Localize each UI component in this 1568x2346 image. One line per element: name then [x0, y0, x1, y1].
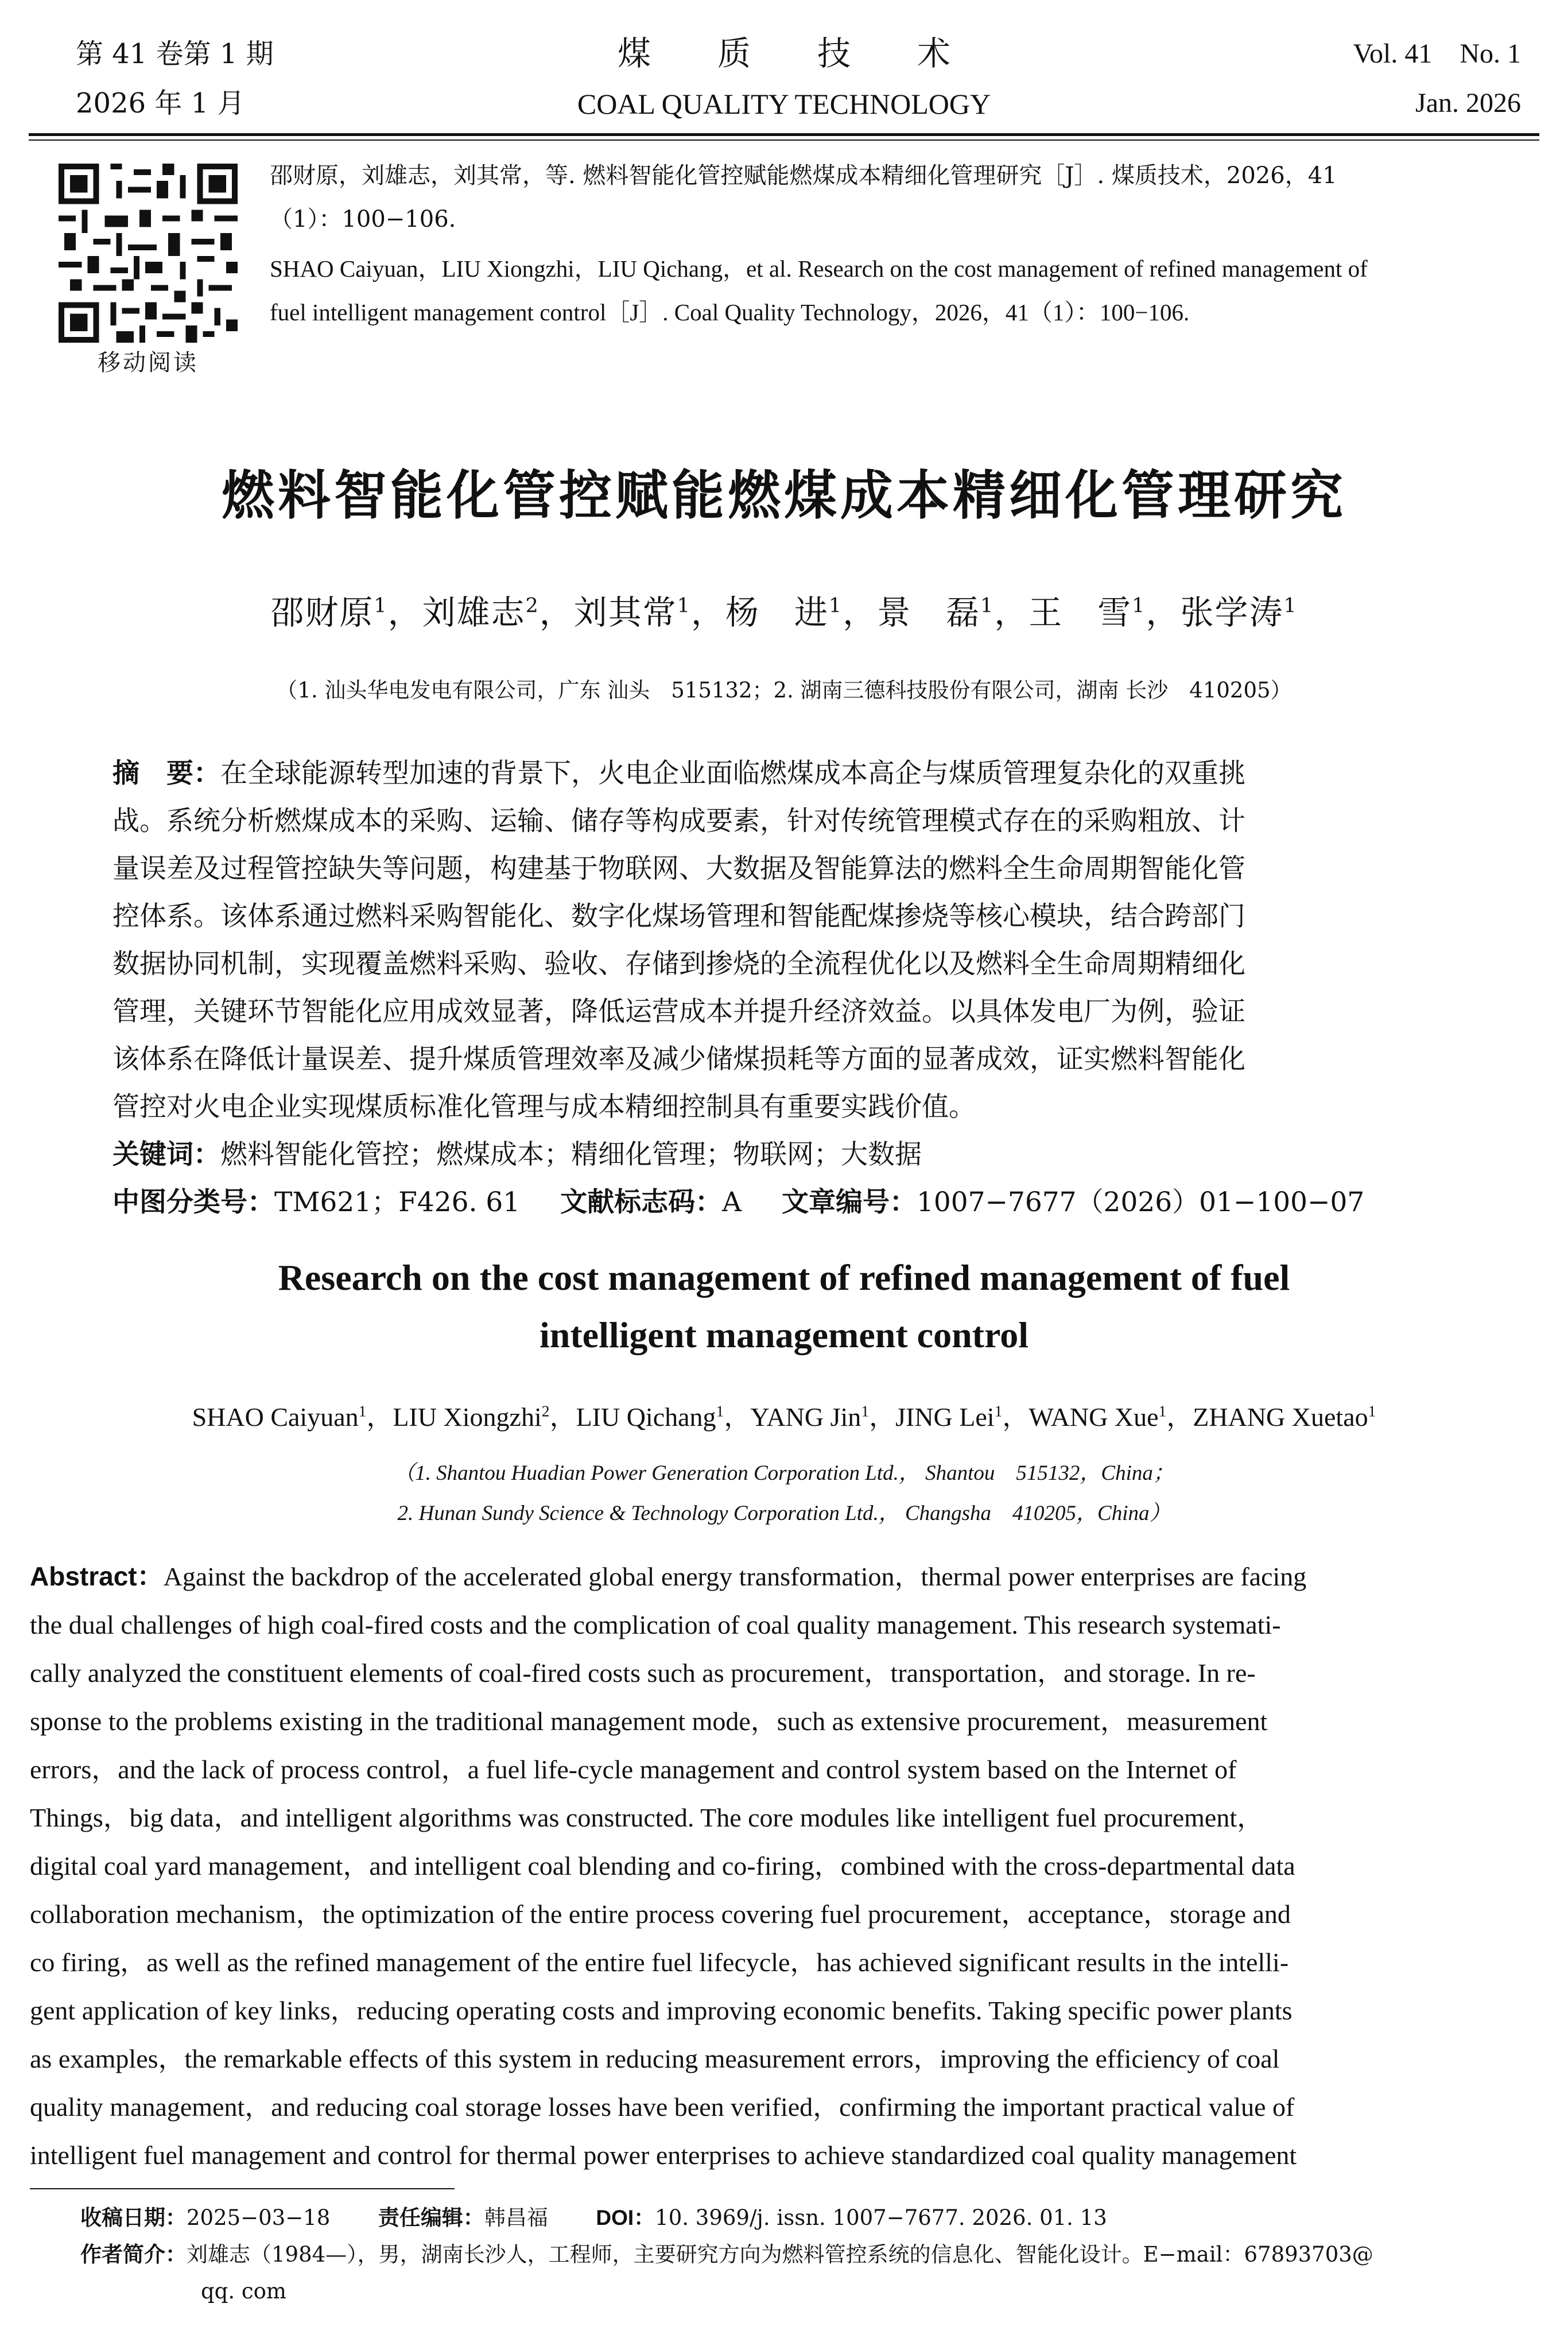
abstract-en	[30, 1552, 1538, 2180]
author-bio-cont: qq. com	[201, 2279, 286, 2304]
author-name-cn: 邵财原	[270, 593, 374, 632]
abstract-cn-line: 管控对火电企业实现煤质标准化管理与成本精细控制具有重要实践价值。	[112, 1091, 976, 1123]
abstract-cn-line: 战。系统分析燃煤成本的采购、运输、储存等构成要素，针对传统管理模式存在的采购粗放、计	[112, 805, 1245, 837]
author-name-cn: 景 磊	[877, 593, 981, 632]
author-affiliation-mark: 1	[677, 594, 691, 618]
affiliation-cn: （1. 汕头华电发电有限公司，广东 汕头 515132；2. 湖南三德科技股份有限公司，湖南 长沙 410205）	[276, 678, 1292, 703]
abstract-cn-label: 摘 要：	[112, 758, 220, 789]
footnote-line-2: 作者简介：刘雄志（1984—），男，湖南长沙人，工程师，主要研究方向为燃料管控系统的信息化、智能化设计。E−mail：67893703@	[80, 2242, 1373, 2267]
author-affiliation-mark: 2	[541, 1402, 550, 1420]
journal-name-en: COAL QUALITY TECHNOLOGY	[577, 88, 991, 120]
article-number-value: 1007−7677（2026）01−100−07	[916, 1186, 1365, 1218]
citation-cn-line2: （1）：100−106.	[270, 206, 456, 232]
author-affiliation-mark: 1	[716, 1402, 724, 1420]
author-name-en: JING Lei	[895, 1402, 995, 1432]
qr-caption: 移动阅读	[98, 350, 199, 376]
abstract-en-line: the dual challenges of high coal-fired costs and the complication of coal quality management. This research systemati-	[30, 1610, 1281, 1639]
author-bio: 刘雄志（1984—），男，湖南长沙人，工程师，主要研究方向为燃料管控系统的信息化、智能化设计。E−mail：67893703@	[187, 2242, 1373, 2267]
received-date: 2025−03−18	[187, 2205, 331, 2230]
affiliation-en-line1: （1. Shantou Huadian Power Generation Corporation Ltd.， Shantou 515132，China；	[394, 1461, 1174, 1485]
author-name-cn: 刘其常	[573, 593, 677, 632]
authors-cn: 邵财原$^1$，刘雄志$^2$，刘其常$^1$，杨 进$^1$，景 磊$^1$，王 雪$^1$，张学涛$^1$	[270, 593, 1298, 632]
doi-link[interactable]: 10. 3969/j. issn. 1007−7677. 2026. 01. 13	[655, 2205, 1107, 2230]
abstract-en-label: Abstract：	[30, 1561, 164, 1591]
abstract-cn-line: 管理，关键环节智能化应用成效显著，降低运营成本并提升经济效益。以具体发电厂为例，验证	[112, 996, 1245, 1027]
author-affiliation-mark: 1	[358, 1402, 367, 1420]
journal-name-cn: 煤 质 技 术	[617, 34, 950, 73]
author-name-cn: 杨 进	[725, 593, 829, 632]
author-affiliation-mark: 1	[994, 1402, 1003, 1420]
authors-en: SHAO Caiyuan$^1$，LIU Xiongzhi$^2$，LIU Qichang$^1$，YANG Jin$^1$，JING Lei$^1$，WANG Xue$^1$，ZHANG Xuetao$^1$	[192, 1402, 1376, 1432]
abstract-cn-line: 控体系。该体系通过燃料采购智能化、数字化煤场管理和智能配煤掺烧等核心模块，结合跨部门	[112, 901, 1245, 932]
footnote	[80, 2200, 1538, 2310]
abstract-en-line: co firing，as well as the refined management of the entire fuel lifecycle，has achieved significant results in the intelli-	[30, 1948, 1289, 1977]
author-name-en: ZHANG Xuetao	[1193, 1402, 1368, 1432]
citation-en-line1: SHAO Caiyuan，LIU Xiongzhi，LIU Qichang，et al. Research on the cost management of refined management of	[270, 255, 1368, 282]
issue-date: 2026 年 1 月	[76, 87, 245, 119]
abstract-en-line: sponse to the problems existing in the traditional management mode，such as extensive procurement，measurement	[30, 1707, 1268, 1736]
abstract-cn-line-1: 摘 要：在全球能源转型加速的背景下，火电企业面临燃煤成本高企与煤质管理复杂化的双重挑	[112, 758, 1245, 789]
abstract-en-line: quality management，and reducing coal storage losses have been verified，confirming the important practical value of	[30, 2092, 1295, 2122]
author-affiliation-mark: 2	[525, 594, 540, 618]
author-affiliation-mark: 1	[1132, 594, 1146, 618]
author-name-cn: 刘雄志	[422, 593, 526, 632]
paper-title-en-line1: Research on the cost management of refined management of fuel	[278, 1257, 1290, 1298]
doc-code-value: A	[722, 1186, 742, 1218]
abstract-cn	[112, 750, 1467, 1226]
qr-code-icon[interactable]	[59, 164, 238, 343]
author-name-en: WANG Xue	[1028, 1402, 1159, 1432]
editor-name: 韩昌福	[484, 2205, 548, 2230]
abstract-en-line: collaboration mechanism，the optimization of the entire process covering fuel procurement，acceptance，storage and	[30, 1899, 1291, 1929]
paper-title-cn: 燃料智能化管控赋能燃煤成本精细化管理研究	[221, 465, 1346, 526]
abstract-en-line-1: Abstract：Against the backdrop of the accelerated global energy transformation，thermal power enterprises are facing	[30, 1561, 1307, 1591]
footnote-rule	[30, 2188, 455, 2189]
volume-number: Vol. 41 No. 1	[1353, 38, 1521, 69]
header-rule-thin	[29, 139, 1539, 141]
author-affiliation-mark: 1	[828, 594, 843, 618]
header-rule	[29, 133, 1539, 136]
author-affiliation-mark: 1	[861, 1402, 870, 1420]
paper-title-en-line2: intelligent management control	[539, 1314, 1029, 1355]
abstract-en-line: errors，and the lack of process control，a fuel life-cycle management and control system based on the Internet of	[30, 1755, 1237, 1784]
abstract-en-line: cally analyzed the constituent elements of coal-fired costs such as procurement，transportation，and storage. In re-	[30, 1658, 1256, 1688]
abstract-cn-line: 量误差及过程管控缺失等问题，构建基于物联网、大数据及智能算法的燃料全生命周期智能化管	[112, 853, 1245, 885]
author-name-en: SHAO Caiyuan	[192, 1402, 359, 1432]
abstract-en-line: as examples，the remarkable effects of this system in reducing measurement errors，improving the efficiency of coal	[30, 2044, 1280, 2073]
author-affiliation-mark: 1	[1368, 1402, 1376, 1420]
affiliation-en-line2: 2. Hunan Sundy Science & Technology Corporation Ltd.， Changsha 410205，China）	[397, 1502, 1171, 1525]
author-affiliation-mark: 1	[1158, 1402, 1167, 1420]
author-name-en: LIU Qichang	[576, 1402, 716, 1432]
volume-date: Jan. 2026	[1415, 88, 1521, 118]
abstract-cn-line: 该体系在降低计量误差、提升煤质管理效率及减少储煤损耗等方面的显著成效，证实燃料智能化	[112, 1044, 1245, 1075]
author-name-en: LIU Xiongzhi	[393, 1402, 542, 1432]
abstract-en-line: intelligent fuel management and control for thermal power enterprises to achieve standardized coal quality management	[30, 2141, 1297, 2170]
classification-line: 中图分类号：TM621；F426. 61 文献标志码：A 文章编号：1007−7677（2026）01−100−07	[112, 1186, 1365, 1218]
keywords-text: 燃料智能化管控；燃煤成本；精细化管理；物联网；大数据	[220, 1139, 922, 1170]
author-affiliation-mark: 1	[374, 594, 388, 618]
citation-cn-line1: 邵财原，刘雄志，刘其常，等. 燃料智能化管控赋能燃煤成本精细化管理研究［J］. 煤质技术，2026，41	[270, 162, 1337, 189]
abstract-en-line: gent application of key links，reducing operating costs and improving economic benefits. Taking specific power plants	[30, 1996, 1293, 2025]
author-name-en: YANG Jin	[750, 1402, 861, 1432]
issue-number: 第 41 卷第 1 期	[76, 38, 274, 70]
abstract-cn-line: 数据协同机制，实现覆盖燃料采购、验收、存储到掺烧的全流程优化以及燃料全生命周期精细化	[112, 948, 1245, 980]
author-affiliation-mark: 1	[980, 594, 995, 618]
keywords-label: 关键词：	[112, 1139, 220, 1170]
author-name-cn: 王 雪	[1028, 593, 1132, 632]
author-affiliation-mark: 1	[1283, 594, 1298, 618]
abstract-en-line: Things，big data，and intelligent algorithms was constructed. The core modules like intelligent fuel procurement，	[30, 1803, 1264, 1832]
clc-value: TM621；F426. 61	[274, 1186, 521, 1218]
author-name-cn: 张学涛	[1180, 593, 1284, 632]
footnote-line-1: 收稿日期：2025−03−18 责任编辑：韩昌福 DOI：10. 3969/j. issn. 1007−7677. 2026. 01. 13	[80, 2205, 1107, 2230]
abstract-en-line: digital coal yard management，and intelligent coal blending and co-firing，combined with the cross-departmental data	[30, 1851, 1295, 1880]
citation-en-line2: fuel intelligent management control［J］. Coal Quality Technology，2026，41（1）：100−106.	[270, 299, 1190, 325]
keywords-cn	[112, 1131, 1467, 1178]
